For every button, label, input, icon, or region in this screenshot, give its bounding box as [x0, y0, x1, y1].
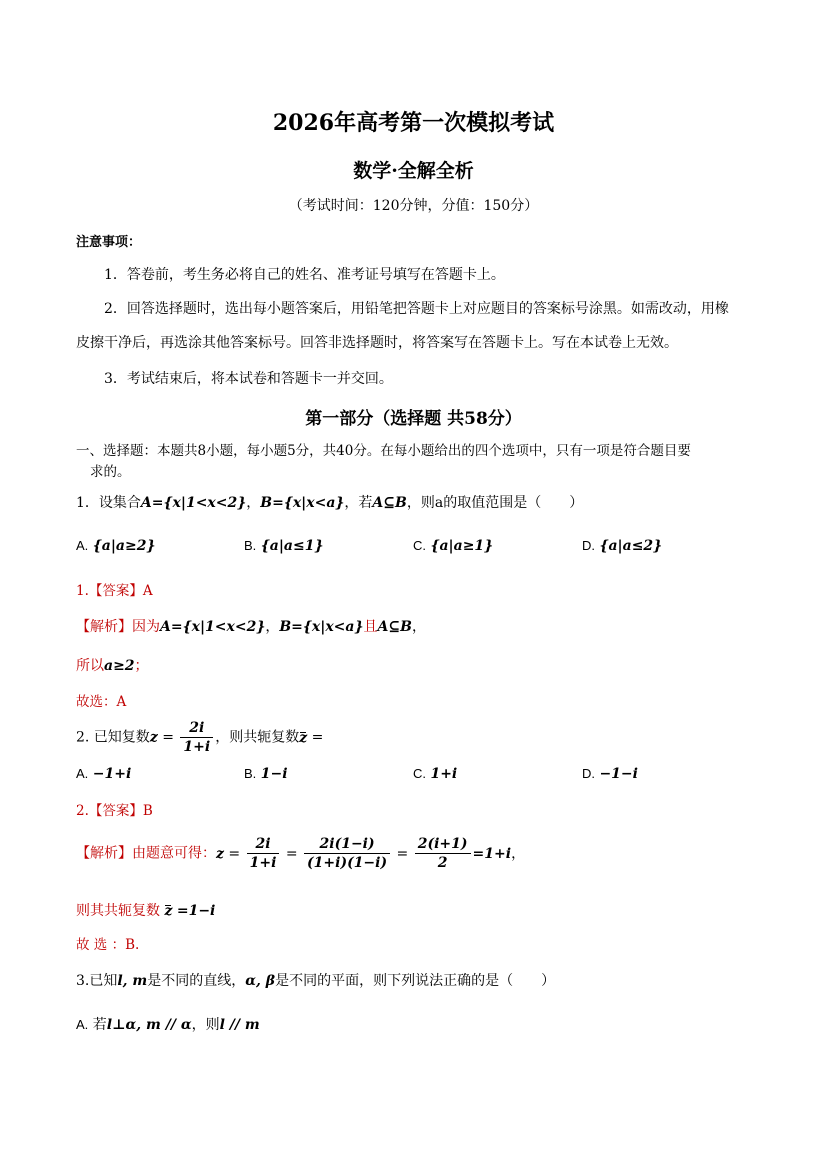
q2-stem: 2. 已知复数z = $\frac{2i}{1+i}$ ，则共轭复数z =	[76, 720, 324, 755]
q1-option-d	[582, 538, 662, 554]
q1-analysis-set-b: B={x|x<a}	[279, 619, 364, 635]
q1-option-a-expr: {a|a≥2}	[92, 538, 156, 554]
note-item-2-line-1: 2．回答选择题时，选出每小题答案后，用铅笔把答题卡上对应题目的答案标号涂黑。如需改动，用橡	[104, 301, 729, 317]
q3-option-a-text: 若	[92, 1017, 107, 1033]
q1-option-a	[76, 538, 155, 554]
q2-conjugate: 则其共轭复数 z =1−i	[76, 903, 216, 919]
q2-analysis-f3-den: 2	[437, 855, 448, 871]
q1-analysis-set-a: A={x|1<x<2}	[160, 619, 266, 635]
page-subtitle: 数学·全解全析	[353, 160, 474, 182]
q2-analysis-f2-den: (1+i)(1−i)	[307, 855, 388, 871]
q2-stem-prefix: 2. 已知复数	[76, 729, 150, 746]
q2-option-d-expr: −1−i	[599, 766, 638, 782]
q2-option-b	[244, 766, 288, 782]
q3-option-a-expr-2: l // m	[219, 1017, 260, 1033]
q3-stem-prefix: 3.已知	[76, 973, 118, 989]
q1-option-d-label: D.	[582, 538, 595, 553]
q3-stem-mid: 是不同的直线，	[147, 973, 246, 989]
q3-option-a	[76, 1014, 260, 1034]
page-title: 2026年高考第一次模拟考试	[272, 110, 555, 136]
q1-set-a: A={x|1<x<2}	[140, 495, 247, 511]
q2-conjugate-result: =1−i	[176, 903, 216, 919]
q2-option-b-expr: 1−i	[260, 766, 288, 782]
q2-analysis-f1-den: 1+i	[249, 855, 277, 871]
q1-option-c-expr: {a|a≥1}	[430, 538, 494, 554]
q3-planes: α, β	[245, 973, 276, 989]
q2-answer: 2.【答案】B	[76, 803, 153, 819]
section-title: 第一部分（选择题 共58分）	[305, 409, 522, 429]
q1-stem: 1．设集合A={x|1<x<2}，B={x|x<a}，若A⊆B，则a的取值范围是（ ）	[76, 495, 584, 511]
q1-option-b	[244, 538, 323, 554]
q1-therefore: 所以a≥2；	[76, 658, 149, 674]
q2-conjugate-text: 则其共轭复数	[76, 903, 160, 919]
q1-choose: 故选：A	[76, 694, 127, 710]
q1-stem-mid: ，若	[344, 495, 373, 511]
q2-analysis-f2-num: 2i(1−i)	[304, 835, 390, 854]
q2-analysis-result: =1+i	[472, 845, 512, 862]
q1-analysis-and: 且	[363, 619, 378, 635]
q2-option-d-label: D.	[582, 766, 595, 781]
exam-info: （考试时间：120分钟，分值：150分）	[288, 198, 539, 214]
q1-option-c	[413, 538, 493, 554]
q1-option-c-label: C.	[413, 538, 426, 553]
q2-z-fraction	[180, 719, 213, 756]
q2-analysis: 【解析】由题意可得：z = $\frac{2i}{1+i}$ = $\frac{2i(1-i)}{(1+i)(1-i)}$ = $\frac{2(i+1)}{2}$ =1+i，	[76, 836, 526, 871]
note-item-3: 3．考试结束后，将本试卷和答题卡一并交回。	[104, 371, 393, 387]
q1-analysis-relation: A⊆B	[377, 619, 412, 635]
section-desc-line-2: 求的。	[90, 464, 131, 480]
notes-heading: 注意事项：	[76, 235, 142, 250]
q2-option-c-expr: 1+i	[430, 766, 458, 782]
q1-analysis-tag: 【解析】	[76, 619, 132, 635]
note-item-1: 1．答卷前，考生务必将自己的姓名、准考证号填写在答题卡上。	[104, 267, 505, 283]
q2-choose: 故 选 ：B.	[76, 937, 140, 953]
q2-option-c-label: C.	[413, 766, 426, 781]
q2-analysis-f3-num: 2(i+1)	[415, 835, 471, 854]
q2-analysis-f1-num: 2i	[247, 835, 280, 854]
q2-option-a-expr: −1+i	[92, 766, 132, 782]
q2-option-d	[582, 766, 638, 782]
q1-option-a-label: A.	[76, 538, 89, 553]
q1-option-b-expr: {a|a≤1}	[260, 538, 324, 554]
q2-analysis-text: 由题意可得：	[132, 845, 216, 862]
q2-analysis-tag: 【解析】	[76, 845, 132, 862]
q3-option-a-text-2: ，则	[191, 1017, 220, 1033]
q1-therefore-text: 所以	[76, 658, 104, 674]
q2-option-a-label: A.	[76, 766, 89, 781]
q1-analysis: 【解析】因为A={x|1<x<2}，B={x|x<a}且A⊆B，	[76, 619, 426, 635]
section-desc-line-1: 一、选择题：本题共8小题，每小题5分，共40分。在每小题给出的四个选项中，只有一项是符合题目要	[76, 443, 691, 459]
q2-option-c	[413, 766, 457, 782]
q2-option-a	[76, 766, 131, 782]
q2-z-num: 2i	[180, 719, 213, 738]
q1-option-b-label: B.	[244, 538, 257, 553]
q3-option-a-label: A.	[76, 1017, 89, 1032]
q1-stem-suffix: ，则a的取值范围是（ ）	[406, 495, 584, 511]
q1-option-d-expr: {a|a≤2}	[599, 538, 663, 554]
q2-z-den: 1+i	[183, 739, 211, 755]
q2-option-b-label: B.	[244, 766, 257, 781]
q1-analysis-text: 因为	[132, 619, 160, 635]
q2-stem-suffix: ，则共轭复数	[215, 729, 300, 746]
q3-stem-suffix: 是不同的平面，则下列说法正确的是（ ）	[275, 973, 556, 989]
q1-stem-prefix: 1．设集合	[76, 495, 141, 511]
q1-therefore-expr: a≥2	[104, 658, 135, 674]
note-item-2-line-2: 皮擦干净后，再选涂其他答案标号。回答非选择题时，将答案写在答题卡上。写在本试卷上无效。	[76, 335, 678, 351]
q3-option-a-expr: l⊥α, m // α	[106, 1017, 192, 1033]
q1-set-b: B={x|x<a}	[260, 495, 345, 511]
q1-relation: A⊆B	[372, 495, 407, 511]
q3-lines: l, m	[117, 973, 148, 989]
q3-stem	[76, 970, 555, 990]
q1-answer: 1.【答案】A	[76, 583, 153, 599]
